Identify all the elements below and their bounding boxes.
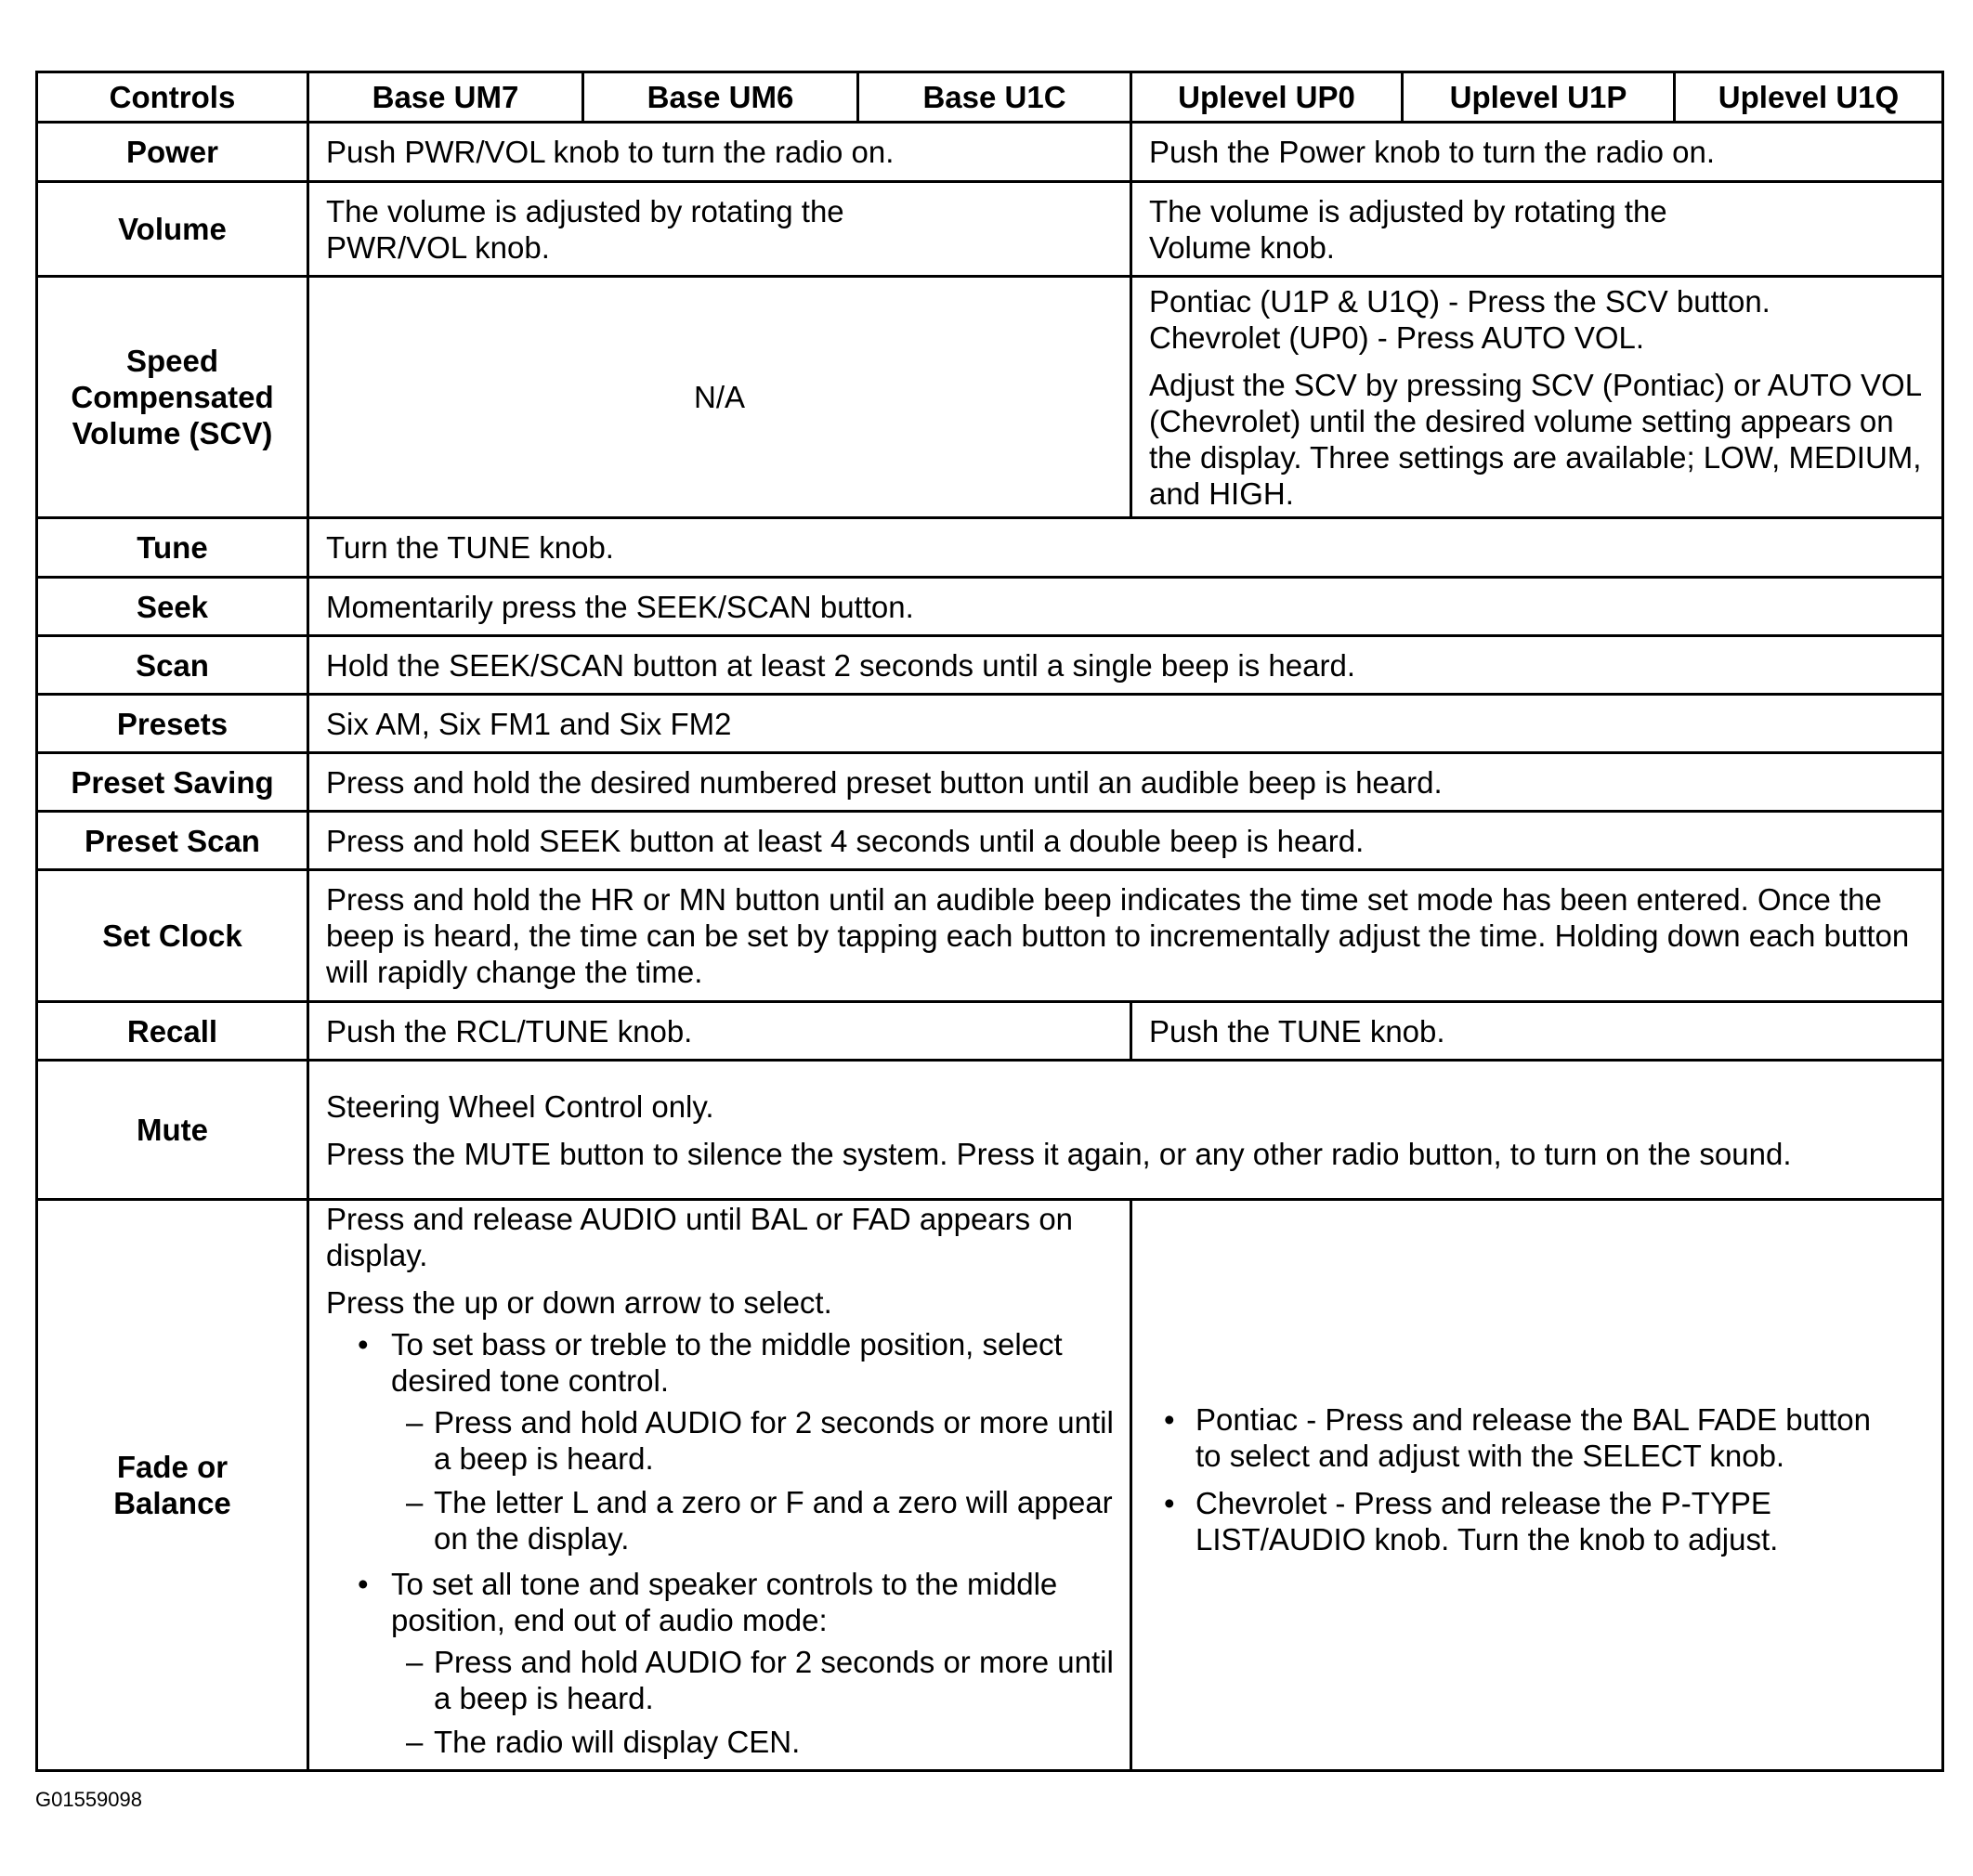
scv-uplevel-para1: Pontiac (U1P & U1Q) - Press the SCV button. Chevrolet (UP0) - Press AUTO VOL.: [1149, 283, 1770, 355]
row-presets: [37, 695, 1943, 753]
header-uplevel-u1p: Uplevel U1P: [1403, 72, 1675, 123]
recall-uplevel-cell: Push the TUNE knob.: [1131, 1002, 1943, 1061]
scv-uplevel-cell: [1131, 277, 1943, 518]
fade-base-para2: Press the up or down arrow to select.: [326, 1285, 832, 1320]
bullet-dot: •: [1164, 1486, 1175, 1520]
row-label-preset-scan: Preset Scan: [37, 812, 308, 870]
scv-base-cell: N/A: [308, 277, 1131, 518]
row-tune: [37, 518, 1943, 578]
fade-subitem: [391, 1724, 1120, 1760]
row-volume: [37, 182, 1943, 277]
power-uplevel-cell: Push the Power knob to turn the radio on.: [1131, 123, 1943, 182]
dash-mark: –: [406, 1645, 424, 1679]
fade-bullet1-text: To set bass or treble to the middle position, select desired tone control.: [391, 1327, 1063, 1398]
fade-bullet2-sub1-text: Press and hold AUDIO for 2 seconds or more until a beep is heard.: [434, 1645, 1114, 1715]
fade-bullet1-subitems: [391, 1404, 1120, 1557]
fade-bullet-item: [326, 1326, 1120, 1557]
fade-bullet-item: [326, 1566, 1120, 1760]
fade-subitem: [391, 1404, 1120, 1477]
presets-cell: Six AM, Six FM1 and Six FM2: [308, 695, 1943, 753]
header-uplevel-up0: Uplevel UP0: [1131, 72, 1403, 123]
seek-cell: Momentarily press the SEEK/SCAN button.: [308, 578, 1943, 636]
recall-base-cell: Push the RCL/TUNE knob.: [308, 1002, 1131, 1061]
header-controls: Controls: [37, 72, 308, 123]
row-power: [37, 123, 1943, 182]
header-base-um7: Base UM7: [308, 72, 583, 123]
row-set-clock: [37, 870, 1943, 1002]
fade-uplevel-b2-text: Chevrolet - Press and release the P-TYPE LIST/AUDIO knob. Turn the knob to adjust.: [1196, 1486, 1779, 1557]
row-label-recall: Recall: [37, 1002, 308, 1061]
row-label-presets: Presets: [37, 695, 308, 753]
row-label-tune: Tune: [37, 518, 308, 578]
fade-uplevel-item: [1149, 1485, 1886, 1557]
mute-para1: Steering Wheel Control only.: [326, 1088, 714, 1124]
row-label-power: Power: [37, 123, 308, 182]
header-row: [37, 72, 1943, 123]
dash-mark: –: [406, 1725, 424, 1759]
row-preset-saving: [37, 753, 1943, 812]
row-recall: [37, 1002, 1943, 1061]
fade-uplevel-bullets: [1149, 1401, 1886, 1557]
fade-base-cell: [308, 1200, 1131, 1771]
radio-controls-table: [35, 71, 1944, 1772]
fade-bullet1-sub1-text: Press and hold AUDIO for 2 seconds or more until a beep is heard.: [434, 1405, 1114, 1476]
scan-cell: Hold the SEEK/SCAN button at least 2 seconds until a single beep is heard.: [308, 636, 1943, 695]
fade-uplevel-cell: [1131, 1200, 1943, 1771]
bullet-dot: •: [1164, 1402, 1175, 1437]
row-label-preset-saving: Preset Saving: [37, 753, 308, 812]
row-label-fade-balance: Fade or Balance: [37, 1200, 308, 1771]
bullet-dot: •: [358, 1327, 369, 1361]
dash-mark: –: [406, 1405, 424, 1440]
row-mute: [37, 1061, 1943, 1200]
fade-base-para1: Press and release AUDIO until BAL or FAD appears on display.: [326, 1202, 1074, 1272]
power-base-cell: Push PWR/VOL knob to turn the radio on.: [308, 123, 1131, 182]
fade-bullet2-sub2-text: The radio will display CEN.: [434, 1725, 801, 1759]
row-scv: [37, 277, 1943, 518]
tune-cell: Turn the TUNE knob.: [308, 518, 1943, 578]
figure-code: G01559098: [35, 1788, 142, 1811]
row-label-scan: Scan: [37, 636, 308, 695]
row-seek: [37, 578, 1943, 636]
fade-subitem: [391, 1644, 1120, 1716]
row-fade-balance: [37, 1200, 1943, 1771]
fade-bullet1-sub2-text: The letter L and a zero or F and a zero will appear on the display.: [434, 1485, 1113, 1556]
fade-uplevel-item: [1149, 1401, 1886, 1474]
set-clock-cell: Press and hold the HR or MN button until an audible beep indicates the time set mode has been entered. Once the beep is heard, the time can be set by tapping each button to incrementally adjust the time. Holding down each button will rapidly change the time.: [308, 870, 1943, 1002]
volume-uplevel-cell: The volume is adjusted by rotating the Volume knob.: [1131, 182, 1943, 277]
header-base-um6: Base UM6: [583, 72, 858, 123]
mute-para2: Press the MUTE button to silence the system. Press it again, or any other radio button, to turn on the sound.: [326, 1136, 1792, 1171]
fade-subitem: [391, 1484, 1120, 1557]
scv-uplevel-para2: Adjust the SCV by pressing SCV (Pontiac) or AUTO VOL (Chevrolet) until the desired volume setting appears on the display. Three settings are available; LOW, MEDIUM, and HIGH.: [1149, 367, 1922, 511]
dash-mark: –: [406, 1485, 424, 1519]
preset-saving-cell: Press and hold the desired numbered preset button until an audible beep is heard.: [308, 753, 1943, 812]
row-scan: [37, 636, 1943, 695]
row-label-set-clock: Set Clock: [37, 870, 308, 1002]
fade-bullet2-subitems: [391, 1644, 1120, 1760]
bullet-dot: •: [358, 1567, 369, 1601]
preset-scan-cell: Press and hold SEEK button at least 4 seconds until a double beep is heard.: [308, 812, 1943, 870]
volume-base-cell: The volume is adjusted by rotating the PWR/VOL knob.: [308, 182, 1131, 277]
fade-base-bullets: [326, 1326, 1120, 1760]
row-label-volume: Volume: [37, 182, 308, 277]
row-label-mute: Mute: [37, 1061, 308, 1200]
header-base-u1c: Base U1C: [858, 72, 1131, 123]
fade-bullet2-text: To set all tone and speaker controls to the middle position, end out of audio mode:: [391, 1567, 1058, 1637]
row-label-scv: Speed Compensated Volume (SCV): [37, 277, 308, 518]
mute-cell: [308, 1061, 1943, 1200]
row-label-seek: Seek: [37, 578, 308, 636]
fade-uplevel-b1-text: Pontiac - Press and release the BAL FADE button to select and adjust with the SELECT knob.: [1196, 1402, 1872, 1473]
row-preset-scan: [37, 812, 1943, 870]
header-uplevel-u1q: Uplevel U1Q: [1675, 72, 1943, 123]
